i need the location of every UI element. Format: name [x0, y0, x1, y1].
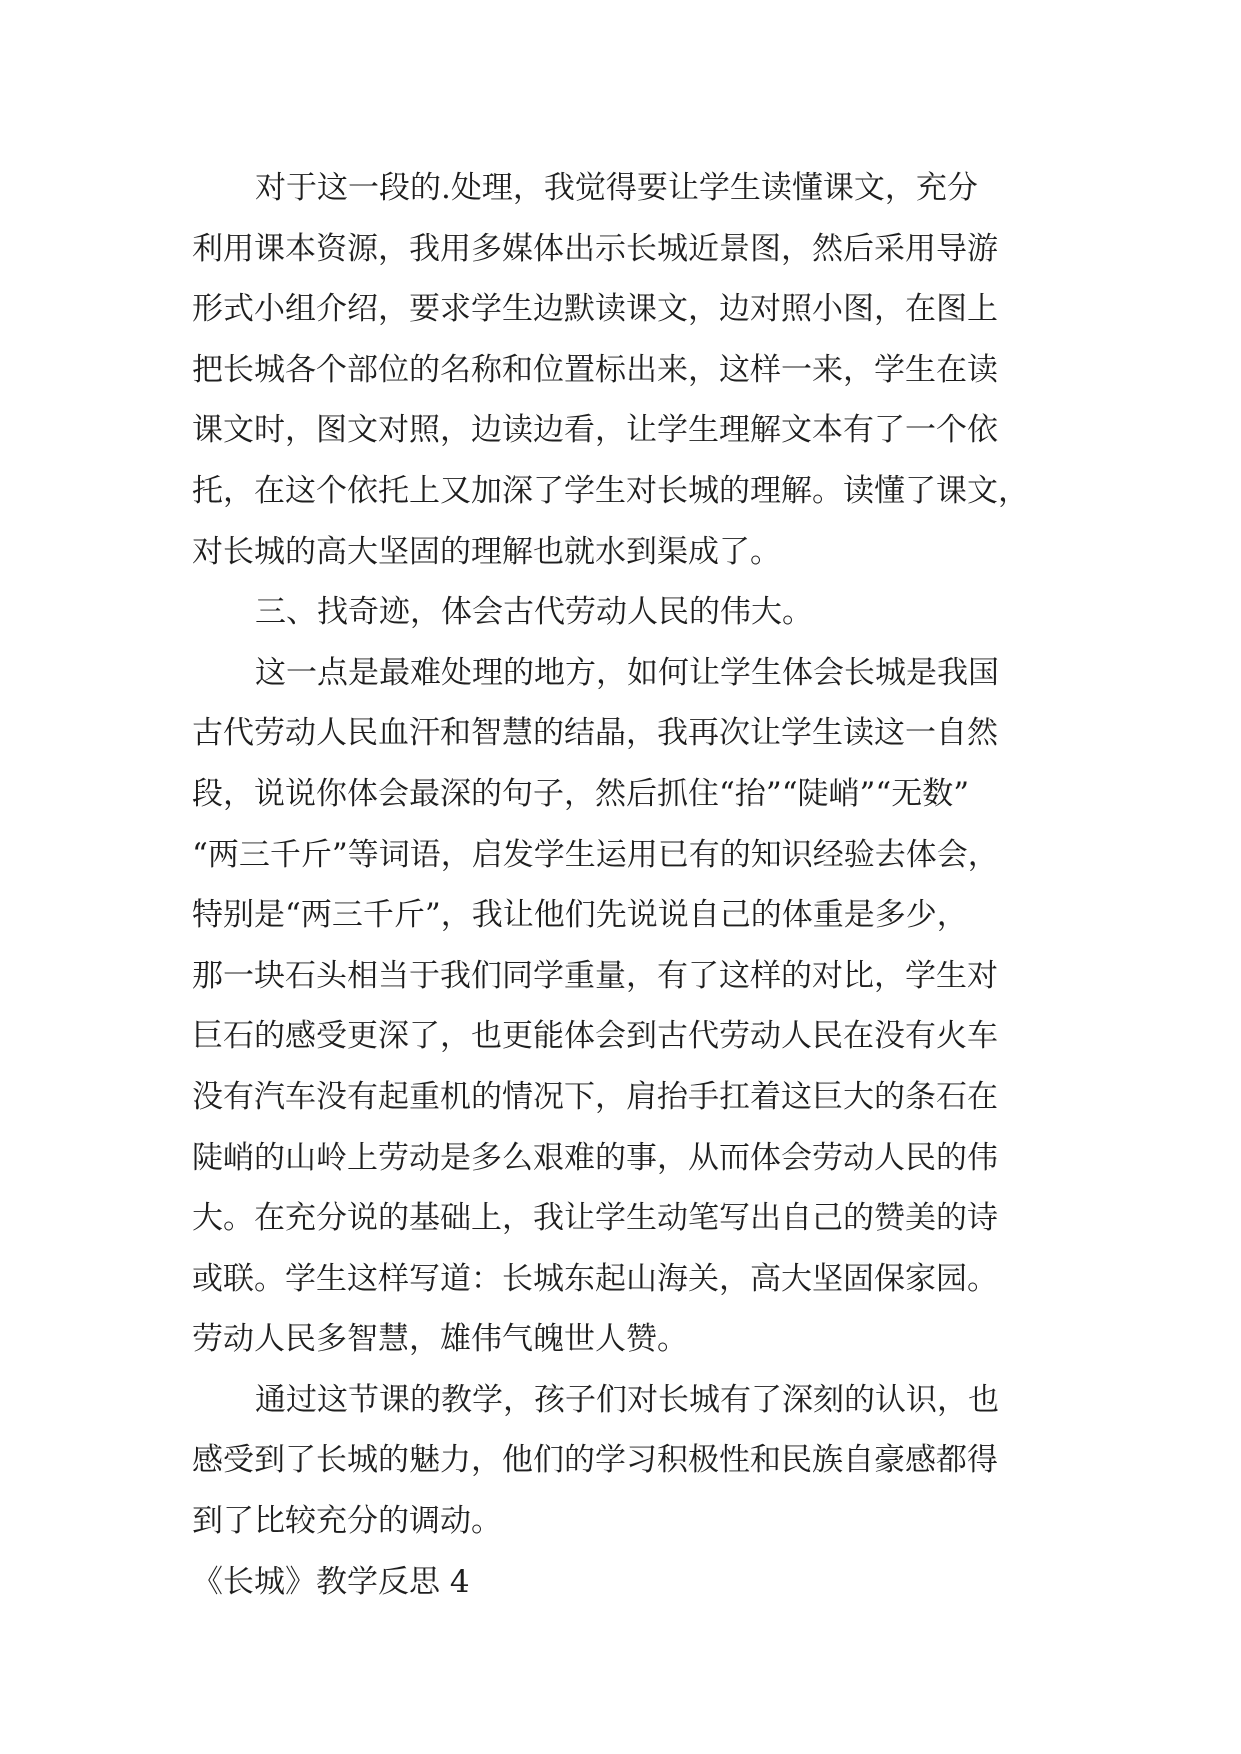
paragraph-line: 这一点是最难处理的地方，如何让学生体会长城是我国 [255, 654, 999, 691]
document-body [192, 158, 1060, 1612]
paragraph-line: 特别是“两三千斤”，我让他们先说说自己的体重是多少， [192, 897, 968, 934]
paragraph-line: 对长城的高大坚固的理解也就水到渠成了。 [192, 533, 781, 570]
paragraph-line: 古代劳动人民血汗和智慧的结晶，我再次让学生读这一自然 [192, 715, 998, 752]
paragraph-line: “两三千斤”等词语，启发学生运用已有的知识经验去体会， [192, 836, 999, 873]
paragraph-line: 通过这节课的教学，孩子们对长城有了深刻的认识，也 [255, 1381, 999, 1418]
paragraph-line: 巨石的感受更深了，也更能体会到古代劳动人民在没有火车 [192, 1018, 998, 1055]
paragraph-line: 对于这一段的.处理，我觉得要让学生读懂课文，充分 [255, 170, 978, 206]
paragraph-line: 大。在充分说的基础上，我让学生动笔写出自己的赞美的诗 [192, 1200, 998, 1237]
document-title: 《长城》教学反思 4 [192, 1563, 470, 1600]
paragraph-line: 段，说说你体会最深的句子，然后抓住“抬”“陡峭”“无数” [192, 775, 970, 812]
paragraph-line: 或联。学生这样写道：长城东起山海关，高大坚固保家园。 [192, 1260, 998, 1297]
paragraph-line: 到了比较充分的调动。 [192, 1503, 502, 1540]
paragraph-line: 感受到了长城的魅力，他们的学习积极性和民族自豪感都得 [192, 1442, 998, 1479]
section-heading: 三、找奇迹，体会古代劳动人民的伟大。 [255, 594, 813, 631]
paragraph-line: 课文时，图文对照，边读边看，让学生理解文本有了一个依 [192, 412, 998, 449]
paragraph-line: 托，在这个依托上又加深了学生对长城的理解。读懂了课文， [192, 472, 1029, 509]
paragraph-line: 那一块石头相当于我们同学重量，有了这样的对比，学生对 [192, 957, 998, 994]
paragraph-line: 形式小组介绍，要求学生边默读课文，边对照小图，在图上 [192, 291, 998, 328]
paragraph-line: 没有汽车没有起重机的情况下，肩抬手扛着这巨大的条石在 [192, 1078, 998, 1115]
paragraph-line: 利用课本资源，我用多媒体出示长城近景图，然后采用导游 [192, 230, 998, 267]
paragraph-line: 把长城各个部位的名称和位置标出来，这样一来，学生在读 [192, 351, 998, 388]
paragraph-line: 劳动人民多智慧，雄伟气魄世人赞。 [192, 1321, 688, 1358]
paragraph-line: 陡峭的山岭上劳动是多么艰难的事，从而体会劳动人民的伟 [192, 1139, 998, 1176]
